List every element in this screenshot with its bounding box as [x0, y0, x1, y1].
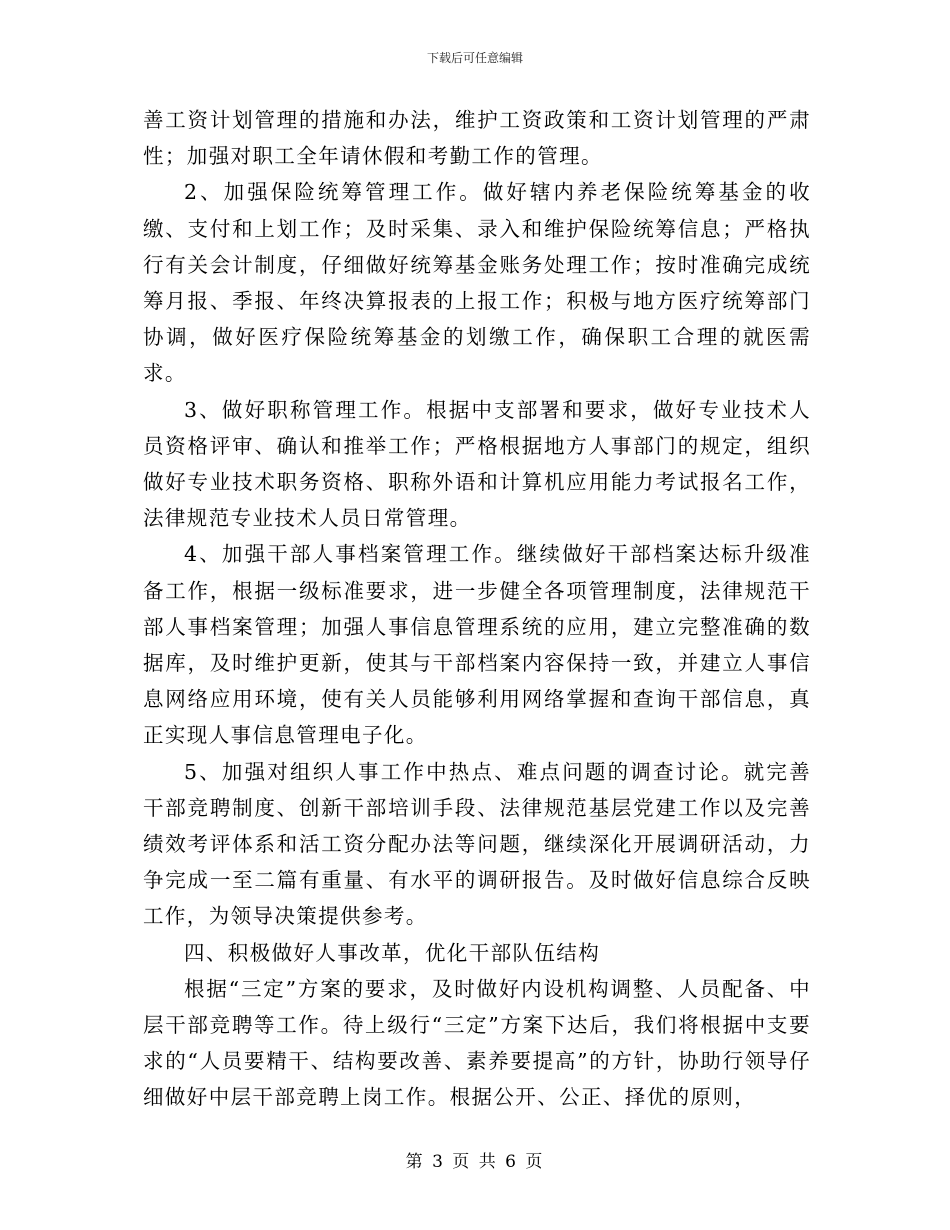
- paragraph-archives: 4、加强干部人事档案管理工作。继续做好干部档案达标升级准备工作，根据一级标准要求，进一步健全各项管理制度，法律规范干部人事档案管理；加强人事信息管理系统的应用，建立完整准确的数据库，及时维护更新，使其与干部档案内容保持一致，并建立人事信息网络应用环境，使有关人员能够利用网络掌握和查询干部信息，真正实现人事信息管理电子化。: [143, 542, 811, 748]
- paragraph-continuation: 善工资计划管理的措施和办法，维护工资政策和工资计划管理的严肃性；加强对职工全年请休假和考勤工作的管理。: [143, 108, 811, 169]
- paragraph-insurance: 2、加强保险统筹管理工作。做好辖内养老保险统筹基金的收缴、支付和上划工作；及时采集、录入和维护保险统筹信息；严格执行有关会计制度，仔细做好统筹基金账务处理工作；按时准确完成统筹月报、季报、年终决算报表的上报工作；积极与地方医疗统筹部门协调，做好医疗保险统筹基金的划缴工作，确保职工合理的就医需求。: [143, 180, 811, 386]
- paragraph-title-management: 3、做好职称管理工作。根据中支部署和要求，做好专业技术人员资格评审、确认和推举工作；严格根据地方人事部门的规定，组织做好专业技术职务资格、职称外语和计算机应用能力考试报名工作，法律规范专业技术人员日常管理。: [143, 397, 811, 531]
- page-footer: 第 3 页 共 6 页: [405, 1152, 545, 1172]
- page-header: 下载后可任意编辑: [426, 51, 523, 65]
- section-heading-reform: 四、积极做好人事改革，优化干部队伍结构: [184, 940, 601, 965]
- paragraph-three-fixed: 根据“三定”方案的要求，及时做好内设机构调整、人员配备、中层干部竞聘等工作。待上级行“三定”方案下达后，我们将根据中支要求的“人员要精干、结构要改善、素养要提高”的方针，协助行领导仔细做好中层干部竞聘上岗工作。根据公开、公正、择优的原则，: [143, 976, 811, 1110]
- document-body: [143, 102, 811, 1116]
- paragraph-research: 5、加强对组织人事工作中热点、难点问题的调查讨论。就完善干部竞聘制度、创新干部培训手段、法律规范基层党建工作以及完善绩效考评体系和活工资分配办法等问题，继续深化开展调研活动，力争完成一至二篇有重量、有水平的调研报告。及时做好信息综合反映工作，为领导决策提供参考。: [143, 759, 811, 929]
